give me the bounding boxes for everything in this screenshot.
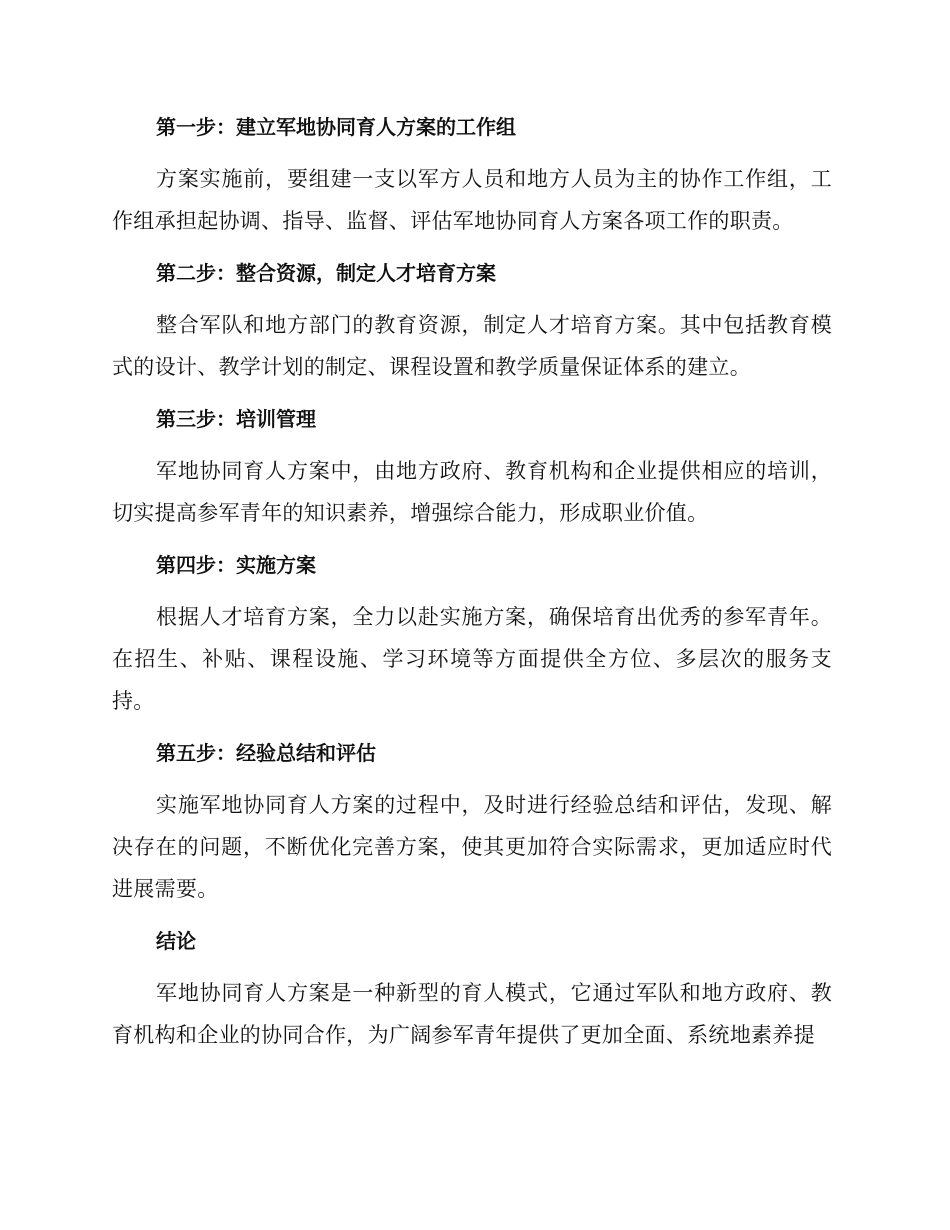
section-paragraph-step-4: 根据人才培育方案，全力以赴实施方案，确保培育出优秀的参军青年。在招生、补贴、课程设施、学习环境等方面提供全方位、多层次的服务支持。 [112,605,832,713]
section-heading-step-5: 第五步：经验总结和评估 [156,741,376,765]
section-heading-conclusion: 结论 [156,929,196,953]
section-paragraph-step-5: 实施军地协同育人方案的过程中，及时进行经验总结和评估，发现、解决存在的问题，不断优化完善方案，使其更加符合实际需求，更加适应时代进展需要。 [112,793,832,901]
section-paragraph-step-3: 军地协同育人方案中，由地方政府、教育机构和企业提供相应的培训，切实提高参军青年的知识素养，增强综合能力，形成职业价值。 [112,459,832,525]
section-heading-step-1: 第一步：建立军地协同育人方案的工作组 [156,115,516,139]
section-paragraph-conclusion: 军地协同育人方案是一种新型的育人模式，它通过军队和地方政府、教育机构和企业的协同合作，为广阔参军青年提供了更加全面、系统地素养提 [112,981,832,1047]
document-body [112,108,832,1056]
section-heading-step-3: 第三步：培训管理 [156,407,316,431]
section-paragraph-step-1: 方案实施前，要组建一支以军方人员和地方人员为主的协作工作组，工作组承担起协调、指导、监督、评估军地协同育人方案各项工作的职责。 [112,167,832,233]
section-heading-step-4: 第四步：实施方案 [156,553,316,577]
section-heading-step-2: 第二步：整合资源，制定人才培育方案 [156,261,496,285]
section-paragraph-step-2: 整合军队和地方部门的教育资源，制定人才培育方案。其中包括教育模式的设计、教学计划的制定、课程设置和教学质量保证体系的建立。 [112,313,832,379]
